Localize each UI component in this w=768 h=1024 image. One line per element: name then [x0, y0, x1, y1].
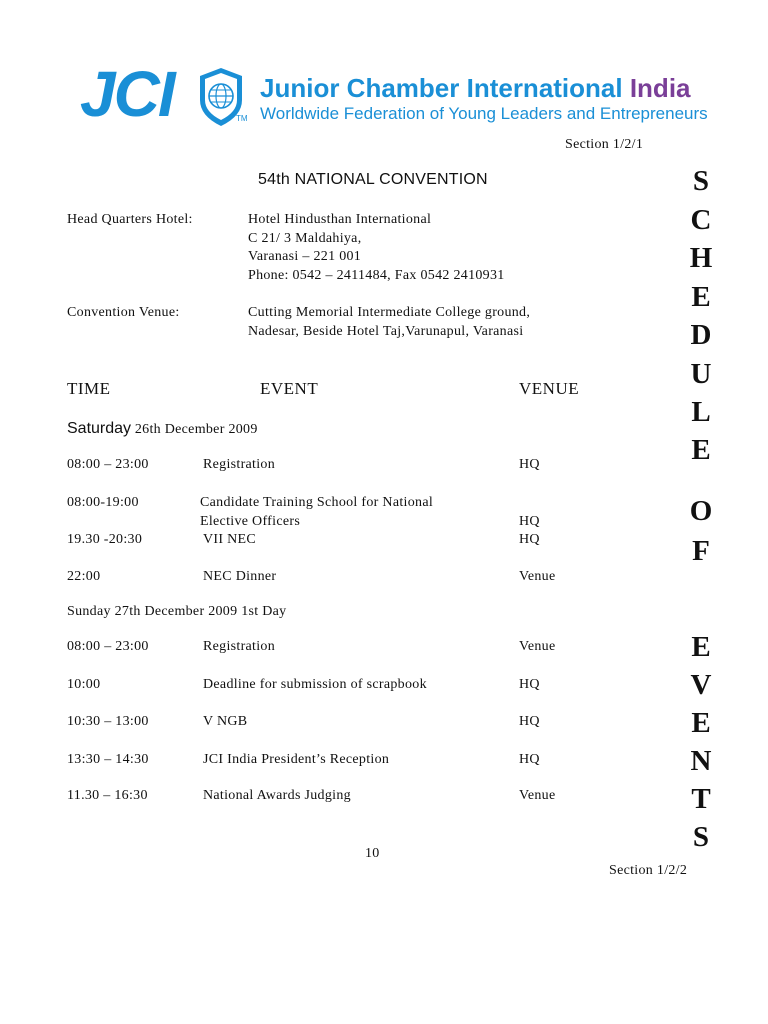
- schedule-venue: HQ: [519, 457, 540, 472]
- convention-venue-line: Cutting Memorial Intermediate College ground,: [248, 305, 531, 320]
- schedule-event: Candidate Training School for National: [200, 495, 434, 510]
- section-number-bottom: Section 1/2/2: [609, 863, 688, 878]
- jci-logo-text: JCI: [80, 58, 174, 130]
- schedule-event: Registration: [203, 639, 276, 654]
- schedule-venue: HQ: [519, 752, 540, 767]
- page-number: 10: [365, 846, 380, 861]
- schedule-venue: Venue: [519, 569, 556, 584]
- day-heading: Sunday 27th December 2009 1st Day: [67, 604, 287, 619]
- vertical-title-letter: E: [691, 281, 711, 313]
- hq-hotel-line: Hotel Hindusthan International: [248, 212, 432, 227]
- vertical-title-letter: E: [691, 434, 711, 466]
- vertical-title-letter: U: [690, 358, 712, 390]
- schedule-event: NEC Dinner: [203, 569, 277, 584]
- convention-venue-label: Convention Venue:: [67, 305, 180, 320]
- column-header-time: TIME: [67, 379, 111, 398]
- convention-title: 54th NATIONAL CONVENTION: [258, 171, 488, 188]
- vertical-title-letter: E: [691, 631, 711, 663]
- schedule-event: Registration: [203, 457, 276, 472]
- vertical-title-letter: C: [690, 204, 712, 236]
- schedule-time: 08:00-19:00: [67, 495, 139, 510]
- schedule-venue: HQ: [519, 714, 540, 729]
- schedule-time: 08:00 – 23:00: [67, 639, 149, 654]
- vertical-title-letter: O: [689, 495, 713, 527]
- schedule-event: JCI India President’s Reception: [203, 752, 390, 767]
- vertical-title-letter: S: [692, 165, 710, 197]
- day-heading: [67, 420, 258, 439]
- schedule-time: 10:30 – 13:00: [67, 714, 149, 729]
- schedule-event: VII NEC: [203, 532, 257, 547]
- day-date: 26th December 2009: [131, 422, 258, 437]
- schedule-venue: Venue: [519, 788, 556, 803]
- brand-name-accent: India: [629, 73, 691, 103]
- brand-tagline: Worldwide Federation of Young Leaders and Entrepreneurs: [260, 104, 708, 123]
- schedule-time: 11.30 – 16:30: [67, 788, 148, 803]
- vertical-title-letter: T: [691, 783, 711, 815]
- schedule-time: 08:00 – 23:00: [67, 457, 149, 472]
- column-header-event: EVENT: [260, 379, 319, 398]
- hq-hotel-line: C 21/ 3 Maldahiya,: [248, 231, 362, 246]
- schedule-venue: HQ: [519, 514, 540, 529]
- trademark-mark: TM: [236, 114, 248, 123]
- vertical-title-letter: V: [690, 669, 712, 701]
- schedule-venue: HQ: [519, 677, 540, 692]
- brand-name-main: Junior Chamber International: [260, 73, 630, 103]
- schedule-time: 19.30 -20:30: [67, 532, 143, 547]
- vertical-title-letter: L: [691, 396, 711, 428]
- column-header-venue: VENUE: [519, 379, 580, 398]
- schedule-event: V NGB: [203, 714, 248, 729]
- vertical-title-letter: D: [690, 319, 712, 351]
- schedule-time: 13:30 – 14:30: [67, 752, 149, 767]
- day-weekday: Saturday: [67, 420, 132, 437]
- schedule-venue: Venue: [519, 639, 556, 654]
- brand-name: [260, 74, 691, 102]
- vertical-title-letter: N: [690, 745, 712, 777]
- schedule-time: 22:00: [67, 569, 101, 584]
- vertical-title-letter: E: [691, 707, 711, 739]
- vertical-title-letter: H: [689, 242, 713, 274]
- convention-venue-line: Nadesar, Beside Hotel Taj,Varunapul, Varanasi: [248, 324, 524, 339]
- hq-hotel-label: Head Quarters Hotel:: [67, 212, 193, 227]
- vertical-title-letter: F: [692, 535, 710, 567]
- schedule-event: National Awards Judging: [203, 788, 351, 803]
- hq-hotel-line: Varanasi – 221 001: [248, 249, 362, 264]
- section-number-top: Section 1/2/1: [565, 137, 644, 152]
- schedule-time: 10:00: [67, 677, 101, 692]
- schedule-venue: HQ: [519, 532, 540, 547]
- schedule-event: Deadline for submission of scrapbook: [203, 677, 427, 692]
- schedule-event-continued: Elective Officers: [200, 514, 301, 529]
- vertical-title-letter: S: [692, 821, 710, 853]
- hq-hotel-line: Phone: 0542 – 2411484, Fax 0542 2410931: [248, 268, 505, 283]
